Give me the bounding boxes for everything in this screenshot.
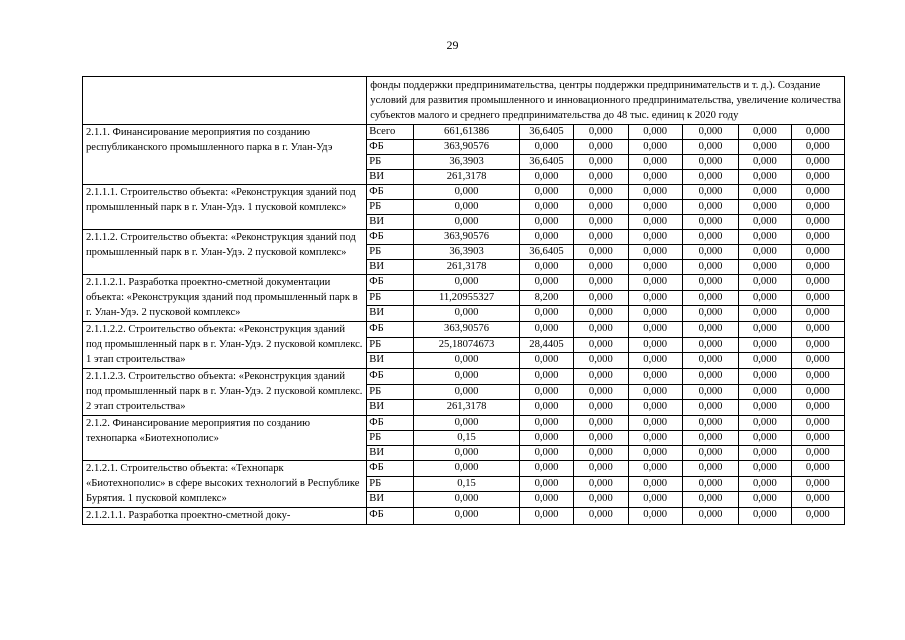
amount-cell: 0,000 (628, 215, 682, 230)
amount-cell: 36,3903 (414, 155, 520, 170)
amount-cell: 0,000 (739, 185, 791, 200)
amount-cell: 0,000 (682, 492, 738, 508)
amount-cell: 28,4405 (519, 337, 573, 353)
amount-cell: 0,000 (628, 369, 682, 385)
amount-cell: 0,000 (682, 260, 738, 275)
amount-cell: 0,000 (574, 322, 628, 338)
funding-source: ВИ (367, 446, 414, 461)
amount-cell: 0,000 (414, 446, 520, 461)
amount-cell: 0,000 (628, 125, 682, 140)
funding-source: ВИ (367, 260, 414, 275)
activity-description: 2.1.1. Финансирование мероприятия по созданию республиканского промышленного парка в г. Улан-Удэ (83, 125, 367, 185)
funding-source: ФБ (367, 461, 414, 477)
amount-cell: 0,000 (791, 353, 844, 369)
funding-source: ВИ (367, 170, 414, 185)
amount-cell: 0,000 (519, 446, 573, 461)
amount-cell: 0,000 (791, 416, 844, 431)
amount-cell: 0,000 (791, 446, 844, 461)
amount-cell: 0,000 (682, 155, 738, 170)
amount-cell: 0,000 (519, 508, 573, 525)
amount-cell: 0,000 (682, 508, 738, 525)
amount-cell: 0,000 (791, 508, 844, 525)
amount-cell: 0,000 (628, 170, 682, 185)
funding-source: Всего (367, 125, 414, 140)
amount-cell: 0,000 (739, 461, 791, 477)
amount-cell: 0,000 (519, 353, 573, 369)
amount-cell: 0,000 (519, 170, 573, 185)
amount-cell: 0,000 (519, 476, 573, 492)
amount-cell: 0,000 (628, 337, 682, 353)
amount-cell: 0,000 (414, 508, 520, 525)
amount-cell: 0,000 (414, 275, 520, 291)
amount-cell: 0,000 (574, 260, 628, 275)
amount-cell: 8,200 (519, 290, 573, 306)
amount-cell: 0,000 (574, 245, 628, 260)
amount-cell: 0,000 (574, 461, 628, 477)
amount-cell: 0,000 (682, 461, 738, 477)
amount-cell: 0,000 (739, 337, 791, 353)
table-row (83, 322, 845, 338)
amount-cell: 0,000 (682, 245, 738, 260)
funding-source: РБ (367, 431, 414, 446)
activity-description: 2.1.2.1.1. Разработка проектно-сметной доку- (83, 508, 367, 525)
header-row (83, 77, 845, 125)
amount-cell: 0,000 (739, 446, 791, 461)
amount-cell: 0,000 (574, 290, 628, 306)
amount-cell: 0,000 (574, 230, 628, 245)
amount-cell: 0,000 (574, 400, 628, 416)
amount-cell: 0,000 (791, 322, 844, 338)
amount-cell: 261,3178 (414, 170, 520, 185)
amount-cell: 0,000 (574, 306, 628, 322)
amount-cell: 0,000 (628, 290, 682, 306)
amount-cell: 0,000 (791, 185, 844, 200)
amount-cell: 261,3178 (414, 260, 520, 275)
funding-source: ВИ (367, 306, 414, 322)
funding-source: ФБ (367, 275, 414, 291)
amount-cell: 0,000 (791, 200, 844, 215)
amount-cell: 0,000 (574, 125, 628, 140)
amount-cell: 36,6405 (519, 125, 573, 140)
amount-cell: 0,000 (791, 275, 844, 291)
amount-cell: 0,000 (791, 492, 844, 508)
amount-cell: 0,000 (791, 400, 844, 416)
table-row (83, 461, 845, 477)
amount-cell: 0,000 (791, 140, 844, 155)
amount-cell: 0,000 (739, 245, 791, 260)
amount-cell: 661,61386 (414, 125, 520, 140)
amount-cell: 0,000 (682, 170, 738, 185)
amount-cell: 0,000 (574, 140, 628, 155)
amount-cell: 0,000 (574, 416, 628, 431)
amount-cell: 0,000 (519, 200, 573, 215)
amount-cell: 0,000 (519, 322, 573, 338)
amount-cell: 0,000 (739, 306, 791, 322)
amount-cell: 0,000 (574, 431, 628, 446)
amount-cell: 0,000 (519, 400, 573, 416)
amount-cell: 0,000 (791, 155, 844, 170)
amount-cell: 0,000 (682, 337, 738, 353)
amount-cell: 36,6405 (519, 245, 573, 260)
table-row (83, 275, 845, 291)
amount-cell: 0,000 (574, 384, 628, 400)
amount-cell: 0,000 (739, 322, 791, 338)
header-empty-cell (83, 77, 367, 125)
activity-description: 2.1.2. Финансирование мероприятия по созданию технопарка «Биотехнополис» (83, 416, 367, 461)
amount-cell: 0,000 (628, 200, 682, 215)
amount-cell: 0,000 (574, 275, 628, 291)
funding-source: РБ (367, 155, 414, 170)
funding-source: ФБ (367, 322, 414, 338)
amount-cell: 0,000 (682, 369, 738, 385)
funding-source: ФБ (367, 230, 414, 245)
amount-cell: 0,000 (682, 384, 738, 400)
activity-description: 2.1.1.2.3. Строительство объекта: «Реконструкция зданий под промышленный парк в г. Улан-Удэ. 2 пусковой комплекс. 2 этап строительства» (83, 369, 367, 416)
amount-cell: 0,000 (682, 185, 738, 200)
amount-cell: 0,000 (628, 431, 682, 446)
amount-cell: 0,000 (414, 369, 520, 385)
amount-cell: 0,000 (519, 215, 573, 230)
table-row (83, 508, 845, 525)
amount-cell: 0,000 (739, 200, 791, 215)
amount-cell: 0,000 (628, 155, 682, 170)
amount-cell: 0,000 (791, 476, 844, 492)
amount-cell: 0,000 (791, 290, 844, 306)
funding-source: ВИ (367, 353, 414, 369)
amount-cell: 0,000 (791, 260, 844, 275)
amount-cell: 0,000 (739, 492, 791, 508)
amount-cell: 0,000 (682, 215, 738, 230)
funding-source: РБ (367, 290, 414, 306)
amount-cell: 0,000 (414, 306, 520, 322)
amount-cell: 0,000 (682, 416, 738, 431)
amount-cell: 0,000 (791, 337, 844, 353)
amount-cell: 0,000 (519, 185, 573, 200)
amount-cell: 0,000 (682, 400, 738, 416)
amount-cell: 261,3178 (414, 400, 520, 416)
table-row (83, 416, 845, 431)
amount-cell: 0,000 (519, 492, 573, 508)
amount-cell: 0,000 (574, 337, 628, 353)
amount-cell: 0,000 (739, 230, 791, 245)
financing-table (82, 76, 845, 525)
amount-cell: 0,000 (739, 290, 791, 306)
amount-cell: 0,000 (519, 140, 573, 155)
amount-cell: 0,000 (739, 155, 791, 170)
amount-cell: 0,000 (739, 400, 791, 416)
amount-cell: 0,000 (739, 508, 791, 525)
amount-cell: 0,000 (682, 230, 738, 245)
amount-cell: 0,000 (574, 446, 628, 461)
amount-cell: 363,90576 (414, 140, 520, 155)
amount-cell: 0,000 (628, 322, 682, 338)
amount-cell: 0,000 (628, 384, 682, 400)
activity-description: 2.1.1.2. Строительство объекта: «Реконструкция зданий под промышленный парк в г. Улан-Удэ. 2 пусковой комплекс» (83, 230, 367, 275)
amount-cell: 0,000 (519, 306, 573, 322)
amount-cell: 25,18074673 (414, 337, 520, 353)
funding-source: ФБ (367, 416, 414, 431)
amount-cell: 0,000 (414, 200, 520, 215)
activity-description: 2.1.2.1. Строительство объекта: «Технопарк «Биотехнополис» в сфере высоких технологий в Республике Бурятия. 1 пусковой комплекс» (83, 461, 367, 508)
amount-cell: 0,000 (628, 140, 682, 155)
amount-cell: 0,000 (791, 125, 844, 140)
amount-cell: 0,000 (739, 384, 791, 400)
amount-cell: 0,000 (574, 476, 628, 492)
amount-cell: 0,000 (682, 476, 738, 492)
activity-description: 2.1.1.1. Строительство объекта: «Реконструкция зданий под промышленный парк в г. Улан-Удэ. 1 пусковой комплекс» (83, 185, 367, 230)
amount-cell: 0,000 (791, 245, 844, 260)
amount-cell: 0,000 (628, 492, 682, 508)
amount-cell: 0,000 (791, 384, 844, 400)
amount-cell: 0,000 (628, 353, 682, 369)
amount-cell: 0,000 (791, 431, 844, 446)
amount-cell: 0,000 (739, 260, 791, 275)
amount-cell: 0,000 (519, 431, 573, 446)
amount-cell: 0,000 (628, 476, 682, 492)
amount-cell: 0,000 (414, 384, 520, 400)
amount-cell: 0,000 (739, 215, 791, 230)
amount-cell: 36,6405 (519, 155, 573, 170)
amount-cell: 0,000 (628, 306, 682, 322)
funding-source: ВИ (367, 215, 414, 230)
funding-source: РБ (367, 337, 414, 353)
amount-cell: 0,000 (791, 306, 844, 322)
amount-cell: 0,000 (739, 476, 791, 492)
amount-cell: 0,000 (628, 400, 682, 416)
funding-source: ВИ (367, 492, 414, 508)
funding-source: РБ (367, 384, 414, 400)
amount-cell: 0,000 (628, 416, 682, 431)
amount-cell: 0,000 (628, 185, 682, 200)
table-row (83, 185, 845, 200)
amount-cell: 0,000 (682, 140, 738, 155)
amount-cell: 0,000 (519, 369, 573, 385)
amount-cell: 0,000 (628, 275, 682, 291)
funding-source: РБ (367, 245, 414, 260)
funding-source: РБ (367, 476, 414, 492)
amount-cell: 0,000 (739, 275, 791, 291)
amount-cell: 0,000 (519, 260, 573, 275)
amount-cell: 0,000 (682, 446, 738, 461)
amount-cell: 0,000 (739, 353, 791, 369)
amount-cell: 0,000 (791, 215, 844, 230)
amount-cell: 0,15 (414, 431, 520, 446)
amount-cell: 36,3903 (414, 245, 520, 260)
amount-cell: 0,000 (628, 245, 682, 260)
funding-source: ФБ (367, 185, 414, 200)
amount-cell: 0,15 (414, 476, 520, 492)
amount-cell: 0,000 (791, 369, 844, 385)
amount-cell: 0,000 (682, 275, 738, 291)
amount-cell: 0,000 (414, 492, 520, 508)
funding-source: ФБ (367, 508, 414, 525)
amount-cell: 0,000 (574, 508, 628, 525)
amount-cell: 0,000 (414, 215, 520, 230)
table-row (83, 125, 845, 140)
amount-cell: 0,000 (574, 155, 628, 170)
amount-cell: 11,20955327 (414, 290, 520, 306)
amount-cell: 0,000 (682, 353, 738, 369)
page-number: 29 (446, 38, 459, 52)
funding-source: ВИ (367, 400, 414, 416)
amount-cell: 0,000 (414, 353, 520, 369)
amount-cell: 0,000 (574, 185, 628, 200)
amount-cell: 0,000 (414, 416, 520, 431)
amount-cell: 0,000 (628, 508, 682, 525)
amount-cell: 0,000 (791, 230, 844, 245)
header-text: фонды поддержки предпринимательства, центры поддержки предпринимательств и т. д.). Создание условий для развития промышленного и инновационного предпринимательства, увеличение количества субъектов малого и среднего предпринимательства до 48 тыс. единиц к 2020 году (367, 77, 845, 125)
amount-cell: 0,000 (519, 384, 573, 400)
amount-cell: 0,000 (682, 125, 738, 140)
amount-cell: 0,000 (628, 446, 682, 461)
amount-cell: 0,000 (628, 230, 682, 245)
amount-cell: 0,000 (682, 200, 738, 215)
amount-cell: 0,000 (414, 185, 520, 200)
amount-cell: 0,000 (519, 275, 573, 291)
amount-cell: 0,000 (574, 353, 628, 369)
funding-source: ФБ (367, 369, 414, 385)
amount-cell: 0,000 (574, 170, 628, 185)
amount-cell: 0,000 (682, 306, 738, 322)
amount-cell: 0,000 (574, 200, 628, 215)
amount-cell: 0,000 (682, 290, 738, 306)
funding-source: РБ (367, 200, 414, 215)
amount-cell: 0,000 (574, 215, 628, 230)
amount-cell: 0,000 (519, 461, 573, 477)
amount-cell: 0,000 (414, 461, 520, 477)
amount-cell: 0,000 (739, 431, 791, 446)
amount-cell: 0,000 (682, 431, 738, 446)
amount-cell: 0,000 (791, 170, 844, 185)
amount-cell: 0,000 (739, 416, 791, 431)
activity-description: 2.1.1.2.1. Разработка проектно-сметной документации объекта: «Реконструкция зданий под промышленный парк в г. Улан-Удэ. 2 пусковой комплекс» (83, 275, 367, 322)
amount-cell: 363,90576 (414, 230, 520, 245)
amount-cell: 0,000 (739, 369, 791, 385)
table-row (83, 369, 845, 385)
amount-cell: 0,000 (628, 461, 682, 477)
amount-cell: 0,000 (682, 322, 738, 338)
amount-cell: 0,000 (739, 140, 791, 155)
funding-source: ФБ (367, 140, 414, 155)
amount-cell: 363,90576 (414, 322, 520, 338)
amount-cell: 0,000 (574, 369, 628, 385)
table-row (83, 230, 845, 245)
activity-description: 2.1.1.2.2. Строительство объекта: «Реконструкция зданий под промышленный парк в г. Улан-Удэ. 2 пусковой комплекс. 1 этап строительства» (83, 322, 367, 369)
amount-cell: 0,000 (739, 125, 791, 140)
amount-cell: 0,000 (739, 170, 791, 185)
amount-cell: 0,000 (519, 416, 573, 431)
amount-cell: 0,000 (519, 230, 573, 245)
amount-cell: 0,000 (574, 492, 628, 508)
amount-cell: 0,000 (791, 461, 844, 477)
amount-cell: 0,000 (628, 260, 682, 275)
